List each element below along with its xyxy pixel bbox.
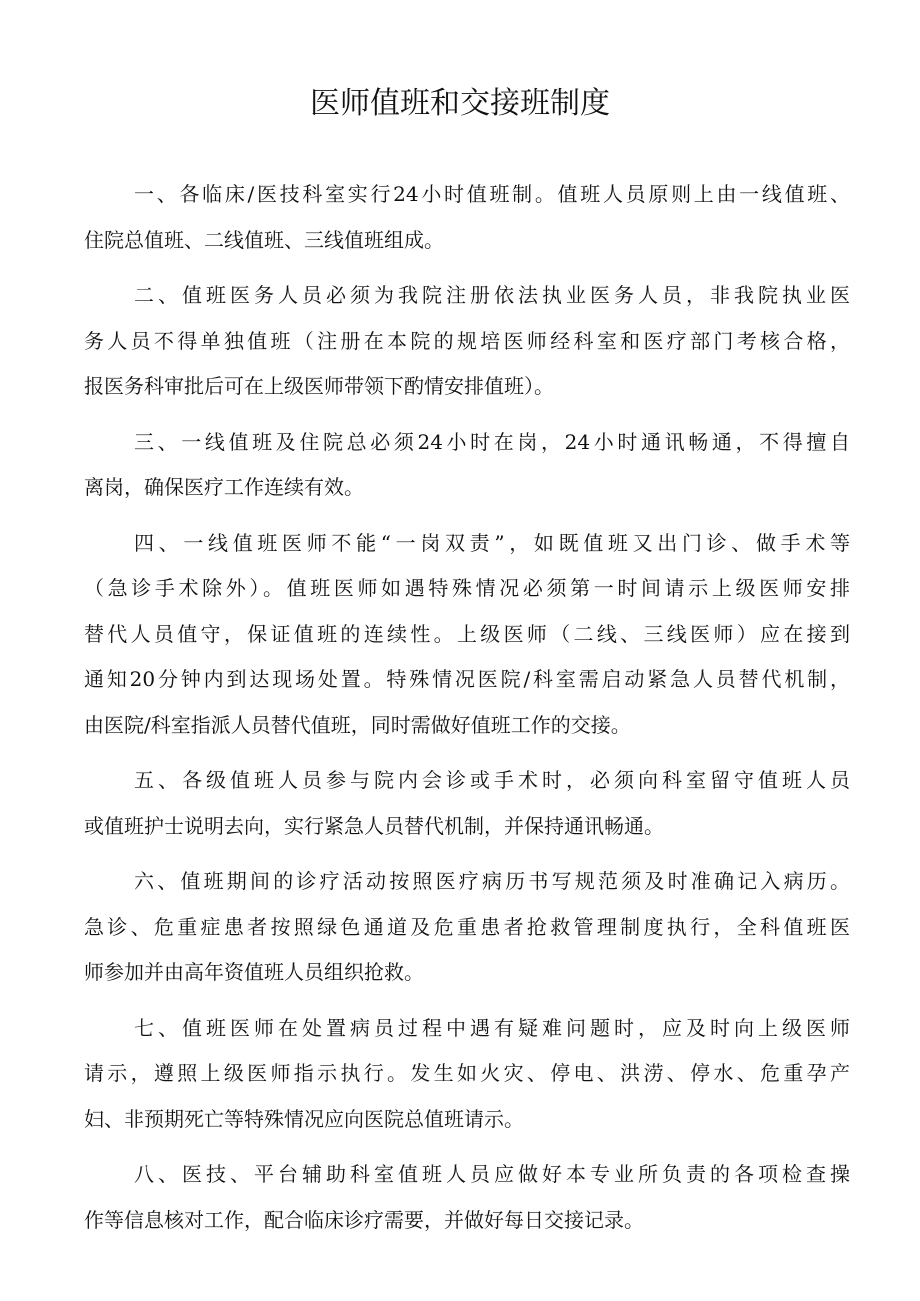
paragraph-line: （急诊手术除外）。值班医师如遇特殊情况必须第一时间请示上级医师安排 <box>84 576 850 600</box>
paragraph-line: 或值班护士说明去向，实行紧急人员替代机制，并保持通讯畅通。 <box>84 813 664 838</box>
paragraph-3 <box>84 420 850 511</box>
paragraph-line: 作等信息核对工作，配合临床诊疗需要，并做好每日交接记录。 <box>84 1207 644 1232</box>
paragraph-line: 由医院/科室指派人员替代值班，同时需做好值班工作的交接。 <box>84 712 631 737</box>
paragraph-line: 七、值班医师在处置病员过程中遇有疑难问题时，应及时向上级医师 <box>134 1015 850 1040</box>
paragraph-line: 六、值班期间的诊疗活动按照医疗病历书写规范须及时准确记入病历。 <box>134 869 850 893</box>
paragraph-line: 通知20分钟内到达现场处置。特殊情况医院/科室需启动紧急人员替代机制， <box>84 667 850 691</box>
paragraph-line: 一、各临床/医技科室实行24小时值班制。值班人员原则上由一线值班、 <box>134 182 850 206</box>
paragraph-line: 急诊、危重症患者按照绿色通道及危重患者抢救管理制度执行，全科值班医 <box>84 914 850 939</box>
paragraph-line: 师参加并由高年资值班人员组织抢救。 <box>84 960 424 984</box>
paragraph-line: 二、值班医务人员必须为我院注册依法执业医务人员，非我院执业医 <box>134 283 850 307</box>
paragraph-line: 五、各级值班人员参与院内会诊或手术时，必须向科室留守值班人员 <box>134 768 850 792</box>
paragraph-6 <box>84 859 850 996</box>
paragraph-2 <box>84 273 850 410</box>
paragraph-line: 替代人员值守，保证值班的连续性。上级医师（二线、三线医师）应在接到 <box>84 621 850 646</box>
paragraph-1 <box>84 172 850 263</box>
paragraph-4 <box>84 521 850 749</box>
paragraph-line: 住院总值班、二线值班、三线值班组成。 <box>84 227 444 252</box>
paragraph-line: 报医务科审批后可在上级医师带领下酌情安排值班）。 <box>84 374 554 398</box>
document-body <box>84 172 850 1253</box>
paragraph-line: 三、一线值班及住院总必须24小时在岗，24小时通讯畅通，不得擅自 <box>134 429 850 454</box>
document-title: 医师值班和交接班制度 <box>310 86 610 121</box>
paragraph-line: 务人员不得单独值班（注册在本院的规培医师经科室和医疗部门考核合格， <box>84 328 850 353</box>
paragraph-line: 请示，遵照上级医师指示执行。发生如火灾、停电、洪涝、停水、危重孕产 <box>84 1061 850 1085</box>
paragraph-8 <box>84 1152 850 1243</box>
paragraph-line: 离岗，确保医疗工作连续有效。 <box>84 475 364 499</box>
paragraph-5 <box>84 758 850 849</box>
paragraph-line: 妇、非预期死亡等特殊情况应向医院总值班请示。 <box>84 1106 524 1131</box>
paragraph-line: 八、医技、平台辅助科室值班人员应做好本专业所负责的各项检查操 <box>134 1162 850 1186</box>
paragraph-line: 四、一线值班医师不能“一岗双责”，如既值班又出门诊、做手术等 <box>134 530 850 555</box>
paragraph-7 <box>84 1006 850 1143</box>
